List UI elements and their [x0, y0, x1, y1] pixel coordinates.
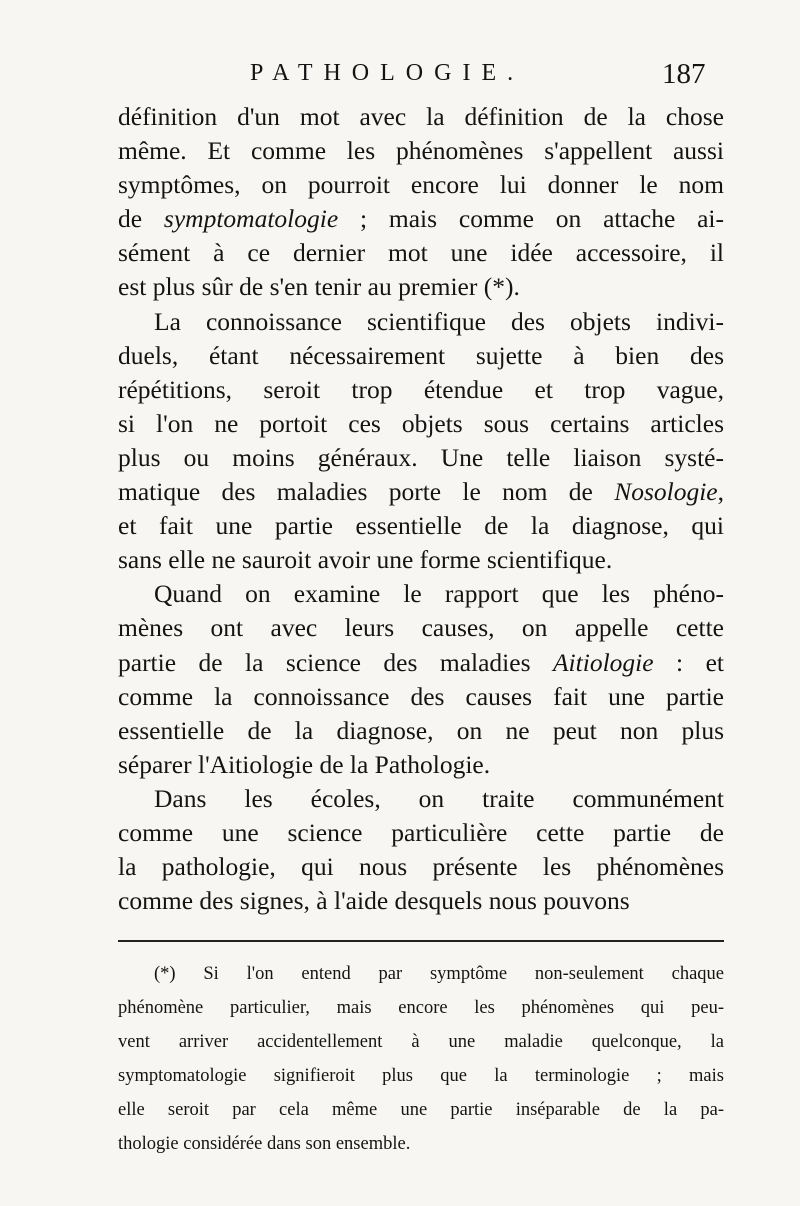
body-line: Dans les écoles, on traite communément — [154, 783, 724, 813]
footnote-line: symptomatologie signifieroit plus que la terminologie ; mais — [118, 1066, 724, 1087]
italic-term: Aitiologie — [552, 647, 654, 677]
line-text: , — [717, 477, 724, 507]
footnote-rule — [118, 940, 724, 942]
body-line: sans elle ne sauroit avoir une forme scientifique. — [118, 545, 613, 575]
body-text — [118, 100, 724, 918]
body-line — [118, 202, 724, 236]
line-text: partie de la science des maladies — [118, 647, 553, 677]
body-line: Quand on examine le rapport que les phéno- — [154, 579, 724, 609]
italic-term: Nosologie — [614, 477, 718, 507]
body-line: répétitions, seroit trop étendue et trop vague, — [118, 374, 724, 404]
body-line: est plus sûr de s'en tenir au premier (*). — [118, 272, 520, 302]
footnote-line: (*) Si l'on entend par symptôme non-seulement chaque — [154, 964, 724, 984]
line-text: de — [118, 204, 164, 234]
body-line: duels, étant nécessairement sujette à bien des — [118, 340, 724, 370]
body-line: comme des signes, à l'aide desquels nous pouvons — [118, 886, 630, 916]
footnote — [118, 962, 724, 1167]
body-line: même. Et comme les phénomènes s'appellent aussi — [118, 136, 724, 166]
line-text: : et — [653, 647, 724, 677]
body-line: la pathologie, qui nous présente les phénomènes — [118, 852, 724, 882]
footnote-line: elle seroit par cela même une partie inséparable de la pa- — [118, 1100, 724, 1121]
running-head: PATHOLOGIE. — [250, 60, 525, 86]
body-line: séparer l'Aitiologie de la Pathologie. — [118, 749, 491, 779]
footnote-line: thologie considérée dans son ensemble. — [118, 1134, 411, 1155]
body-line: essentielle de la diagnose, on ne peut non plus — [118, 715, 724, 745]
body-line: La connoissance scientifique des objets indivi- — [154, 306, 724, 336]
body-line: définition d'un mot avec la définition de la chose — [118, 102, 724, 131]
body-line: mènes ont avec leurs causes, on appelle cette — [118, 613, 724, 643]
footnote-line: phénomène particulier, mais encore les phénomènes qui peu- — [118, 998, 724, 1019]
body-line: symptômes, on pourroit encore lui donner le nom — [118, 170, 724, 200]
italic-term: symptomatologie — [163, 204, 339, 234]
line-text: ; mais comme on attache ai- — [338, 204, 724, 234]
body-line — [118, 646, 724, 680]
body-line: plus ou moins généraux. Une telle liaison systé- — [118, 442, 724, 472]
line-text: matique des maladies porte le nom de — [118, 477, 615, 507]
body-line: si l'on ne portoit ces objets sous certains articles — [118, 408, 724, 438]
body-line: et fait une partie essentielle de la diagnose, qui — [118, 511, 724, 541]
body-line: comme la connoissance des causes fait une partie — [118, 681, 724, 711]
body-line: comme une science particulière cette partie de — [118, 817, 724, 847]
body-line — [118, 475, 724, 509]
body-line: sément à ce dernier mot une idée accessoire, il — [118, 238, 724, 268]
footnote-line: vent arriver accidentellement à une maladie quelconque, la — [118, 1032, 724, 1053]
page-number: 187 — [662, 58, 706, 90]
